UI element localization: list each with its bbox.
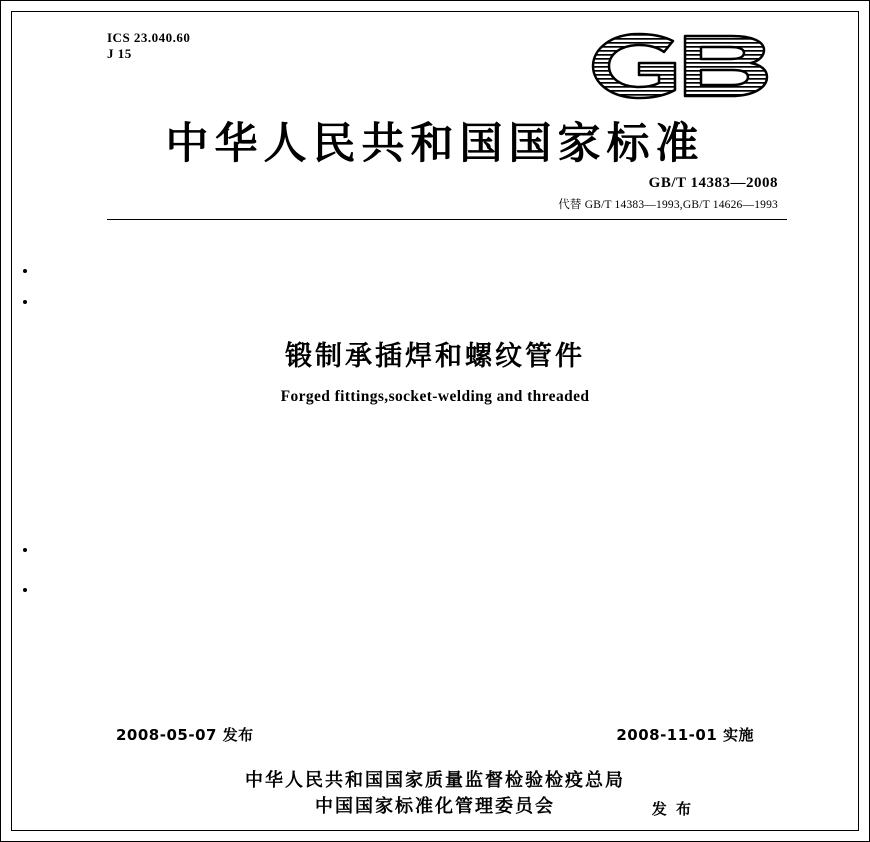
margin-tick (23, 588, 27, 592)
margin-tick (23, 300, 27, 304)
document-title-chinese: 锻制承插焊和螺纹管件 (285, 341, 585, 372)
effective-date: 2008-11-01 实施 (616, 726, 754, 744)
page-border (11, 11, 859, 831)
header-divider (107, 219, 787, 220)
page-title: 中华人民共和国国家标准 (165, 119, 705, 169)
replaced-standards: 代替 GB/T 14383—1993,GB/T 14626—1993 (558, 199, 778, 211)
issued-by-label: 发 布 (651, 800, 693, 818)
gb-logo-icon (587, 30, 782, 102)
margin-tick (23, 548, 27, 552)
margin-tick (23, 269, 27, 273)
ics-classification-block (107, 30, 190, 62)
standard-number: GB/T 14383—2008 (648, 175, 778, 191)
issue-date: 2008-05-07 发布 (116, 726, 254, 744)
document-title-english: Forged fittings,socket-welding and threaded (280, 388, 590, 405)
publisher-line-1: 中华人民共和国国家质量监督检验检疫总局 (245, 770, 625, 791)
china-standard-class-number: J 15 (107, 46, 132, 61)
publisher-line-2: 中国国家标准化管理委员会 (315, 796, 555, 817)
publisher-block (12, 768, 858, 820)
ics-number: ICS 23.040.60 (107, 30, 191, 45)
